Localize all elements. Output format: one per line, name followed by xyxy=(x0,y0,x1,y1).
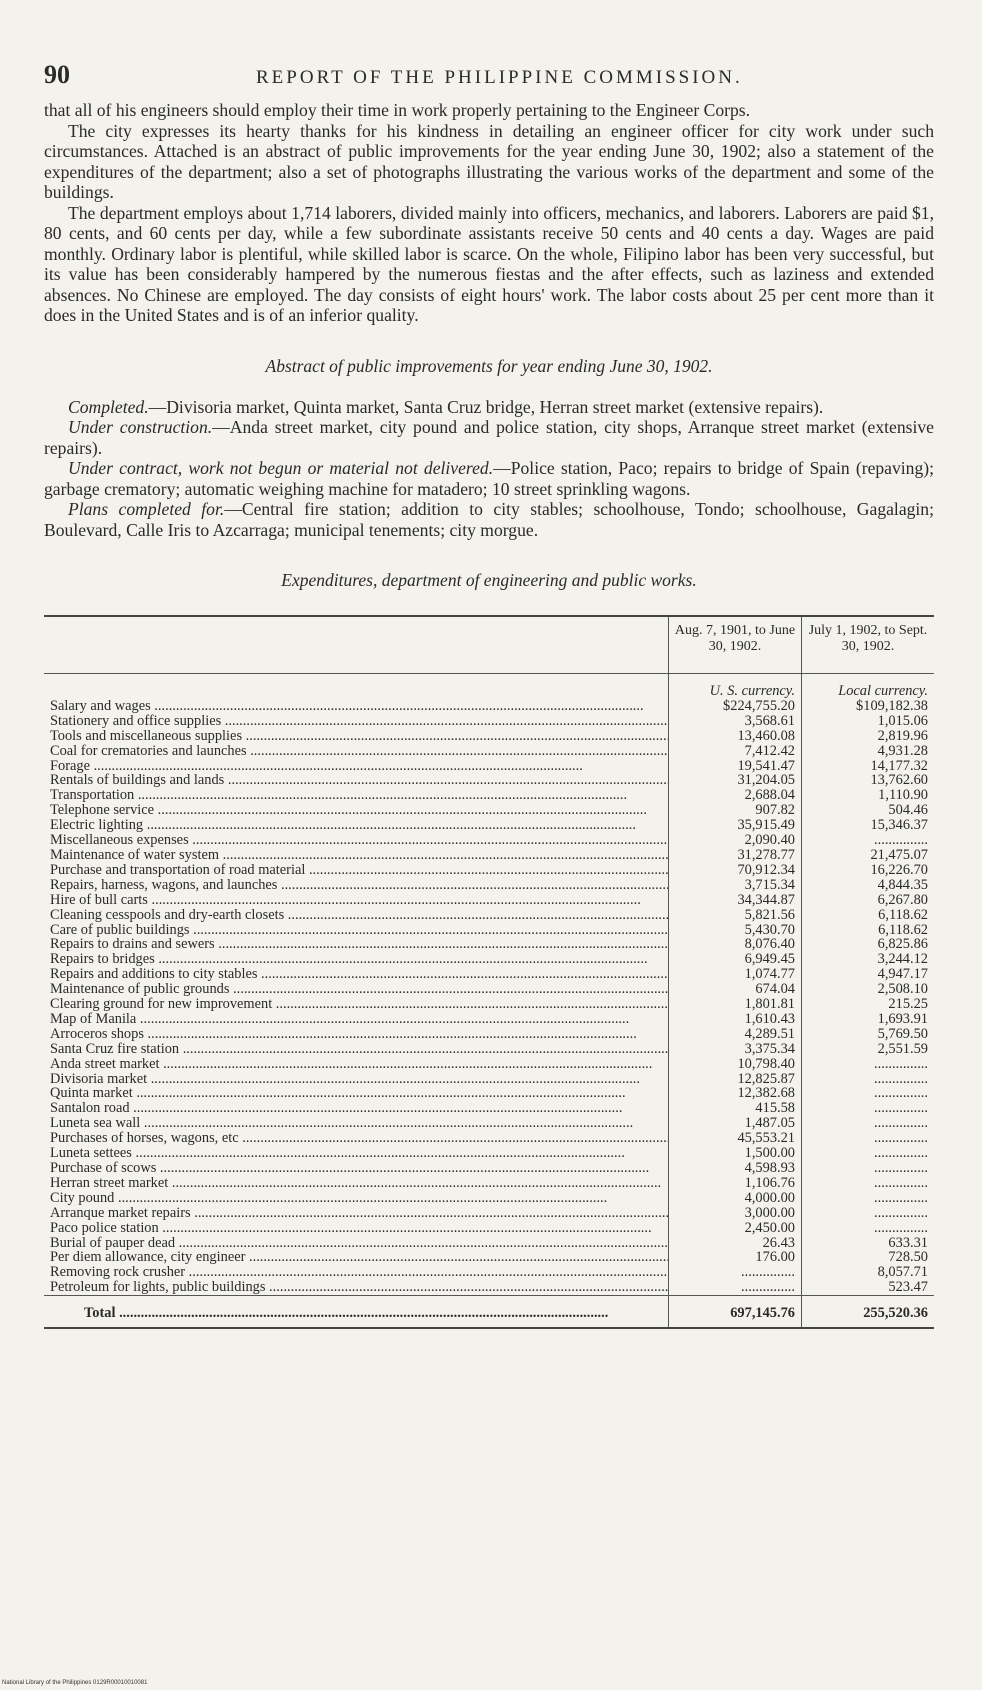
row-us-amount: 35,915.49 xyxy=(669,818,802,833)
table-row xyxy=(44,908,934,923)
abstract-item-completed xyxy=(44,397,934,418)
table-row xyxy=(44,1131,934,1146)
row-us-amount: $224,755.20 xyxy=(669,699,802,714)
row-label: Purchases of horses, wagons, etc ..... xyxy=(44,1131,669,1146)
total-local: 255,520.36 xyxy=(802,1296,935,1327)
row-label: Herran street market ..... xyxy=(44,1176,669,1191)
table-row xyxy=(44,1161,934,1176)
column-header-period-1: Aug. 7, 1901, to June 30, 1902. xyxy=(669,617,802,674)
row-us-amount: 8,076.40 xyxy=(669,937,802,952)
abstract-item-under-contract xyxy=(44,458,934,499)
row-local-amount: ............... xyxy=(802,1072,935,1087)
row-label: Repairs to bridges ..... xyxy=(44,952,669,967)
expenditures-title: Expenditures, department of engineering and public works. xyxy=(281,570,697,590)
row-local-amount: 16,226.70 xyxy=(802,863,935,878)
row-us-amount: 12,825.87 xyxy=(669,1072,802,1087)
row-label: Telephone service ..... xyxy=(44,803,669,818)
table-row xyxy=(44,1280,934,1295)
row-local-amount: ............... xyxy=(802,1176,935,1191)
table-row xyxy=(44,923,934,938)
row-label: Repairs and additions to city stables ..... xyxy=(44,967,669,982)
table-row xyxy=(44,773,934,788)
row-local-amount: 2,551.59 xyxy=(802,1042,935,1057)
row-us-amount: 1,801.81 xyxy=(669,997,802,1012)
abstract-item-under-construction xyxy=(44,417,934,458)
table-row xyxy=(44,1072,934,1087)
table-row xyxy=(44,1057,934,1072)
row-us-amount: 31,278.77 xyxy=(669,848,802,863)
row-local-amount: 1,693.91 xyxy=(802,1012,935,1027)
table-row xyxy=(44,878,934,893)
row-label: Tools and miscellaneous supplies ..... xyxy=(44,729,669,744)
row-us-amount: 34,344.87 xyxy=(669,893,802,908)
total-label: Total ..... xyxy=(44,1296,669,1327)
row-local-amount: 633.31 xyxy=(802,1236,935,1251)
row-label: Miscellaneous expenses ..... xyxy=(44,833,669,848)
row-local-amount: 21,475.07 xyxy=(802,848,935,863)
page-header xyxy=(44,60,934,100)
running-title: REPORT OF THE PHILIPPINE COMMISSION. xyxy=(256,67,743,88)
row-local-amount: ............... xyxy=(802,1086,935,1101)
row-us-amount: 1,487.05 xyxy=(669,1116,802,1131)
row-label: Map of Manila ..... xyxy=(44,1012,669,1027)
paragraph-continuation: that all of his engineers should employ their time in work properly pertaining to the Engineer Corps. xyxy=(44,100,751,120)
row-label: Stationery and office supplies ..... xyxy=(44,714,669,729)
row-local-amount: ............... xyxy=(802,1116,935,1131)
label-column-header xyxy=(44,617,669,674)
row-local-amount: ............... xyxy=(802,1146,935,1161)
currency-row-label xyxy=(44,674,669,699)
row-us-amount: 45,553.21 xyxy=(669,1131,802,1146)
row-label: Santa Cruz fire station ..... xyxy=(44,1042,669,1057)
row-us-amount: 6,949.45 xyxy=(669,952,802,967)
row-us-amount: 12,382.68 xyxy=(669,1086,802,1101)
table-row xyxy=(44,803,934,818)
row-label: Care of public buildings ..... xyxy=(44,923,669,938)
row-label: Repairs, harness, wagons, and launches ..... xyxy=(44,878,669,893)
table-row xyxy=(44,1176,934,1191)
row-label: Cleaning cesspools and dry-earth closets ..... xyxy=(44,908,669,923)
row-label: Per diem allowance, city engineer ..... xyxy=(44,1250,669,1265)
currency-row xyxy=(44,674,934,699)
row-us-amount: 2,688.04 xyxy=(669,788,802,803)
column-header-period-2: July 1, 1902, to Sept. 30, 1902. xyxy=(802,617,935,674)
row-local-amount: 6,267.80 xyxy=(802,893,935,908)
row-local-amount: 6,825.86 xyxy=(802,937,935,952)
expenditures-table-wrap xyxy=(44,615,934,1329)
row-us-amount: 1,500.00 xyxy=(669,1146,802,1161)
table-row xyxy=(44,982,934,997)
row-local-amount: $109,182.38 xyxy=(802,699,935,714)
row-us-amount: 7,412.42 xyxy=(669,744,802,759)
table-row xyxy=(44,863,934,878)
row-label: Maintenance of water system ..... xyxy=(44,848,669,863)
row-us-amount: 2,090.40 xyxy=(669,833,802,848)
row-us-amount: 415.58 xyxy=(669,1101,802,1116)
abstract-title: Abstract of public improvements for year ending June 30, 1902. xyxy=(265,355,713,376)
row-local-amount: ............... xyxy=(802,1131,935,1146)
report-page xyxy=(44,60,934,1329)
table-row xyxy=(44,1101,934,1116)
row-label: Luneta sea wall ..... xyxy=(44,1116,669,1131)
row-label: Divisoria market ..... xyxy=(44,1072,669,1087)
row-local-amount: ............... xyxy=(802,1057,935,1072)
row-label: City pound ..... xyxy=(44,1191,669,1206)
row-us-amount: ............... xyxy=(669,1280,802,1295)
row-us-amount: 4,289.51 xyxy=(669,1027,802,1042)
row-label: Petroleum for lights, public buildings ..... xyxy=(44,1280,669,1295)
table-row xyxy=(44,714,934,729)
row-label: Luneta settees ..... xyxy=(44,1146,669,1161)
abstract-lead: Under contract, work not begun or material not delivered. xyxy=(68,458,494,478)
table-row xyxy=(44,1191,934,1206)
abstract-lead: Plans completed for. xyxy=(68,499,225,519)
row-label: Maintenance of public grounds ..... xyxy=(44,982,669,997)
row-label: Electric lighting ..... xyxy=(44,818,669,833)
row-us-amount: 1,074.77 xyxy=(669,967,802,982)
paragraph-labor: The department employs about 1,714 laborers, divided mainly into officers, mechanics, and laborers. Laborers are paid $1, 80 cents, and 60 cents per day, while a few subordinate assistants receive 50 cents and 40 cents a day. Wages are paid monthly. Ordinary labor is plentiful, while skilled labor is scarce. On the whole, Filipino labor has been very successful, but its value has been considerably hampered by the numerous fiestas and the after effects, such as laziness and extended absences. No Chinese are employed. The day consists of eight hours' work. The labor costs about 25 per cent more than it does in the United States and is of an inferior quality. xyxy=(44,202,934,325)
row-us-amount: 5,430.70 xyxy=(669,923,802,938)
abstract-item-plans-completed xyxy=(44,499,934,540)
row-local-amount: ............... xyxy=(802,1206,935,1221)
row-local-amount: ............... xyxy=(802,1221,935,1236)
abstract-text: —Anda street market, city pound and police station, city shops, Arranque street market (extensive repairs). xyxy=(44,417,934,458)
row-us-amount: 19,541.47 xyxy=(669,759,802,774)
row-label: Forage ..... xyxy=(44,759,669,774)
table-row xyxy=(44,729,934,744)
table-row xyxy=(44,699,934,714)
row-local-amount: 523.47 xyxy=(802,1280,935,1295)
row-us-amount: 5,821.56 xyxy=(669,908,802,923)
row-us-amount: 674.04 xyxy=(669,982,802,997)
row-local-amount: 2,508.10 xyxy=(802,982,935,997)
expenditures-table xyxy=(44,617,934,1327)
row-us-amount: 907.82 xyxy=(669,803,802,818)
row-label: Hire of bull carts ..... xyxy=(44,893,669,908)
row-local-amount: ............... xyxy=(802,833,935,848)
row-us-amount: 3,375.34 xyxy=(669,1042,802,1057)
row-label: Repairs to drains and sewers ..... xyxy=(44,937,669,952)
scan-footer: National Library of the Philippines 0129R00010010081 xyxy=(2,1680,148,1686)
total-us: 697,145.76 xyxy=(669,1296,802,1327)
row-label: Purchase of scows ..... xyxy=(44,1161,669,1176)
currency-local: Local currency. xyxy=(802,674,935,699)
row-label: Paco police station ..... xyxy=(44,1221,669,1236)
row-us-amount: 1,106.76 xyxy=(669,1176,802,1191)
table-row xyxy=(44,937,934,952)
abstract-text: —Police station, Paco; repairs to bridge of Spain (repaving); garbage crematory; automatic weighing machine for matadero; 10 street sprinkling wagons. xyxy=(44,458,935,499)
row-us-amount: ............... xyxy=(669,1265,802,1280)
table-row xyxy=(44,1146,934,1161)
row-local-amount: 215.25 xyxy=(802,997,935,1012)
row-label: Burial of pauper dead ..... xyxy=(44,1236,669,1251)
row-label: Salary and wages ..... xyxy=(44,699,669,714)
row-local-amount: 4,947.17 xyxy=(802,967,935,982)
row-local-amount: 14,177.32 xyxy=(802,759,935,774)
table-row xyxy=(44,1042,934,1057)
row-local-amount: 2,819.96 xyxy=(802,729,935,744)
row-us-amount: 3,000.00 xyxy=(669,1206,802,1221)
row-local-amount: 6,118.62 xyxy=(802,923,935,938)
row-local-amount: 4,844.35 xyxy=(802,878,935,893)
table-row xyxy=(44,1027,934,1042)
table-bottom-rule xyxy=(44,1327,934,1329)
row-us-amount: 31,204.05 xyxy=(669,773,802,788)
row-label: Removing rock crusher ..... xyxy=(44,1265,669,1280)
table-row xyxy=(44,848,934,863)
row-us-amount: 26.43 xyxy=(669,1236,802,1251)
row-label: Arroceros shops ..... xyxy=(44,1027,669,1042)
table-row xyxy=(44,893,934,908)
paragraph-thanks: The city expresses its hearty thanks for his kindness in detailing an engineer officer for city work under such circumstances. Attached is an abstract of public improvements for the year ending June 30, 1902; also a statement of the expenditures of the department; also a set of photographs illustrating the various works of the department and some of the buildings. xyxy=(44,120,934,202)
page-number: 90 xyxy=(44,60,70,89)
abstract-text: —Divisoria market, Quinta market, Santa Cruz bridge, Herran street market (extensive repairs). xyxy=(148,396,824,417)
total-row xyxy=(44,1296,934,1327)
table-row xyxy=(44,1236,934,1251)
row-us-amount: 1,610.43 xyxy=(669,1012,802,1027)
row-us-amount: 2,450.00 xyxy=(669,1221,802,1236)
row-label: Coal for crematories and launches ..... xyxy=(44,744,669,759)
table-row xyxy=(44,788,934,803)
row-local-amount: 728.50 xyxy=(802,1250,935,1265)
row-local-amount: 6,118.62 xyxy=(802,908,935,923)
row-label: Rentals of buildings and lands ..... xyxy=(44,773,669,788)
row-local-amount: 1,110.90 xyxy=(802,788,935,803)
row-local-amount: ............... xyxy=(802,1101,935,1116)
currency-us: U. S. currency. xyxy=(669,674,802,699)
table-row xyxy=(44,1086,934,1101)
table-row xyxy=(44,967,934,982)
abstract-lead: Under construction. xyxy=(68,417,213,437)
table-row xyxy=(44,744,934,759)
abstract-text: —Central fire station; addition to city stables; schoolhouse, Tondo; schoolhouse, Gagalagin; Boulevard, Calle Iris to Azcarraga; municipal tenements; city morgue. xyxy=(44,499,934,540)
row-label: Quinta market ..... xyxy=(44,1086,669,1101)
table-header-row xyxy=(44,617,934,674)
table-row xyxy=(44,952,934,967)
row-us-amount: 3,715.34 xyxy=(669,878,802,893)
row-us-amount: 3,568.61 xyxy=(669,714,802,729)
row-local-amount: 1,015.06 xyxy=(802,714,935,729)
row-us-amount: 4,000.00 xyxy=(669,1191,802,1206)
row-label: Clearing ground for new improvement ..... xyxy=(44,997,669,1012)
table-row xyxy=(44,997,934,1012)
row-us-amount: 4,598.93 xyxy=(669,1161,802,1176)
row-local-amount: 5,769.50 xyxy=(802,1027,935,1042)
row-local-amount: ............... xyxy=(802,1161,935,1176)
row-us-amount: 13,460.08 xyxy=(669,729,802,744)
table-row xyxy=(44,818,934,833)
row-local-amount: 504.46 xyxy=(802,803,935,818)
expenditures-body xyxy=(44,674,934,1296)
table-row xyxy=(44,1250,934,1265)
row-us-amount: 70,912.34 xyxy=(669,863,802,878)
row-label: Arranque market repairs ..... xyxy=(44,1206,669,1221)
row-label: Santalon road ..... xyxy=(44,1101,669,1116)
table-row xyxy=(44,1116,934,1131)
abstract-lead: Completed. xyxy=(68,396,149,417)
row-local-amount: ............... xyxy=(802,1191,935,1206)
row-label: Transportation ..... xyxy=(44,788,669,803)
row-local-amount: 13,762.60 xyxy=(802,773,935,788)
row-label: Purchase and transportation of road material ..... xyxy=(44,863,669,878)
row-local-amount: 15,346.37 xyxy=(802,818,935,833)
row-local-amount: 4,931.28 xyxy=(802,744,935,759)
table-row xyxy=(44,1206,934,1221)
table-row xyxy=(44,1221,934,1236)
table-row xyxy=(44,833,934,848)
row-us-amount: 176.00 xyxy=(669,1250,802,1265)
row-label: Anda street market ..... xyxy=(44,1057,669,1072)
row-local-amount: 3,244.12 xyxy=(802,952,935,967)
row-local-amount: 8,057.71 xyxy=(802,1265,935,1280)
row-us-amount: 10,798.40 xyxy=(669,1057,802,1072)
table-row xyxy=(44,1265,934,1280)
table-row xyxy=(44,1012,934,1027)
table-row xyxy=(44,759,934,774)
